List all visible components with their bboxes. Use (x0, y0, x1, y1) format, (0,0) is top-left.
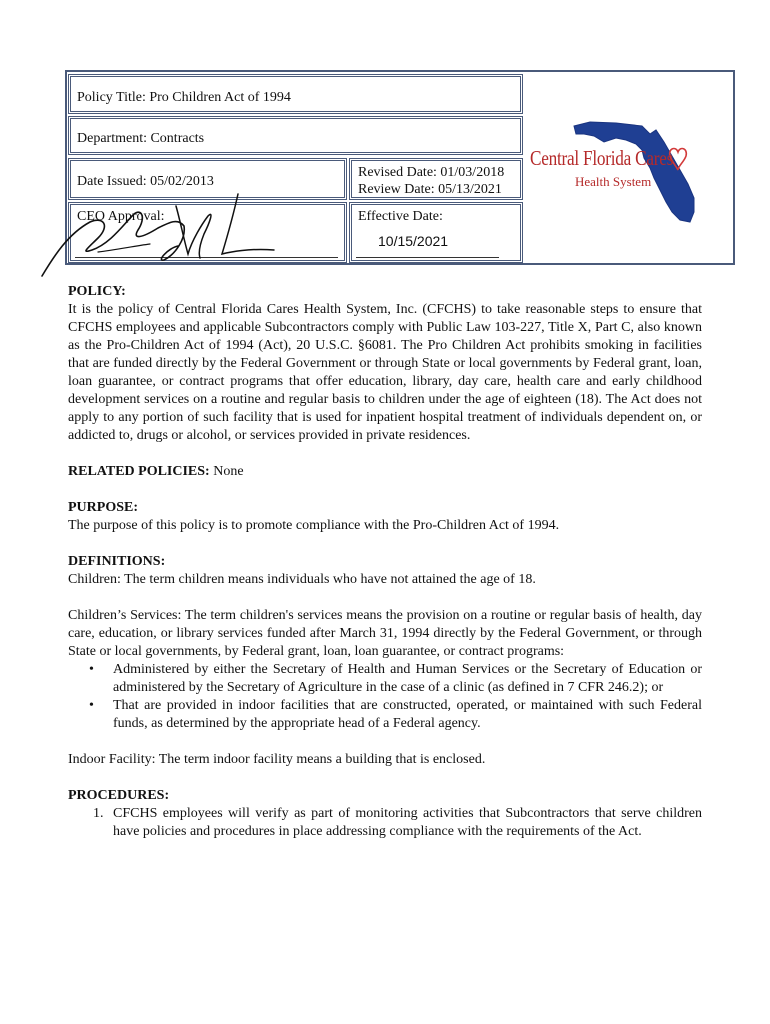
policy-text: It is the policy of Central Florida Cares Health System, Inc. (CFCHS) to take reasonable steps to ensure that CFCHS employees and applicable Subcontractors comply with Public Law 103-227, Title X, Part C, also known as the Pro-Children Act of 1994 (Act), 20 U.S.C. §6081. The Pro Children Act prohibits smoking in facilities that are funded directly by the Federal Government or through State or local governments by Federal grant, loan, loan guarantee, or contract programs that offer education, library, day care, health care and early childhood development services on a routine and regular basis to children under the age of eighteen (18). The Act does not apply to any portion of such facility that is used for inpatient hospital treatment of individuals dependent on, or addicted to, drugs or alcohol, or services provided in private residences. (68, 302, 702, 443)
document-body (68, 283, 702, 841)
list-item: • That are provided in indoor facilities that are constructed, operated, or maintained with such Federal funds, as determined by the appropriate head of a Federal agency. (113, 697, 702, 733)
procedure-number: 1. (93, 806, 104, 821)
definition-indoor-facility: Indoor Facility: The term indoor facility means a building that is enclosed. (68, 752, 486, 767)
definition-bullets (68, 661, 702, 733)
policy-title: Policy Title: Pro Children Act of 1994 (77, 90, 291, 105)
related-heading: RELATED POLICIES: (68, 464, 210, 479)
revised-date: Revised Date: 01/03/2018 (358, 165, 505, 180)
related-value: None (213, 464, 244, 479)
effective-date-line (356, 257, 499, 258)
related-policies (68, 463, 702, 481)
definition-children: Children: The term children means individuals who have not attained the age of 18. (68, 572, 536, 587)
ceo-approval-label: CEO Approval: (77, 209, 165, 224)
ceo-signature (38, 188, 278, 283)
policy-title-cell (68, 74, 523, 114)
department: Department: Contracts (77, 131, 205, 146)
logo-name: Central Florida Cares (530, 146, 674, 170)
effective-date-value: 10/15/2021 (378, 233, 449, 249)
definition-childrens-services: Children’s Services: The term children's services means the provision on a routine or regular basis of health, day care, education, or library services funded after March 31, 1994 directly by the Federal Government, or through State or local governments, by Federal grant, loan, loan guarantee, or contract programs: (68, 608, 702, 659)
procedures-list (68, 805, 702, 841)
florida-map-logo (572, 116, 702, 226)
effective-date-label: Effective Date: (358, 209, 443, 224)
list-item: • Administered by either the Secretary of Health and Human Services or the Secretary of Education or administered by the Secretary of Agriculture in the case of a clinic (as defined in 7 CFR 246.2); or (113, 661, 702, 697)
definitions-heading: DEFINITIONS: (68, 554, 166, 569)
procedures-heading: PROCEDURES: (68, 788, 170, 803)
date-issued: Date Issued: 05/02/2013 (77, 174, 214, 189)
list-item (93, 805, 702, 841)
purpose-text: The purpose of this policy is to promote compliance with the Pro-Children Act of 1994. (68, 518, 560, 533)
policy-heading: POLICY: (68, 284, 126, 299)
procedure-text: CFCHS employees will verify as part of monitoring activities that Subcontractors that serve children have policies and procedures in place addressing compliance with the requirements of the Act. (113, 806, 702, 839)
revised-date-cell (349, 158, 523, 200)
purpose-heading: PURPOSE: (68, 500, 138, 515)
logo-subtitle: Health System (575, 174, 652, 189)
review-date: Review Date: 05/13/2021 (358, 182, 502, 197)
department-cell (68, 116, 523, 155)
